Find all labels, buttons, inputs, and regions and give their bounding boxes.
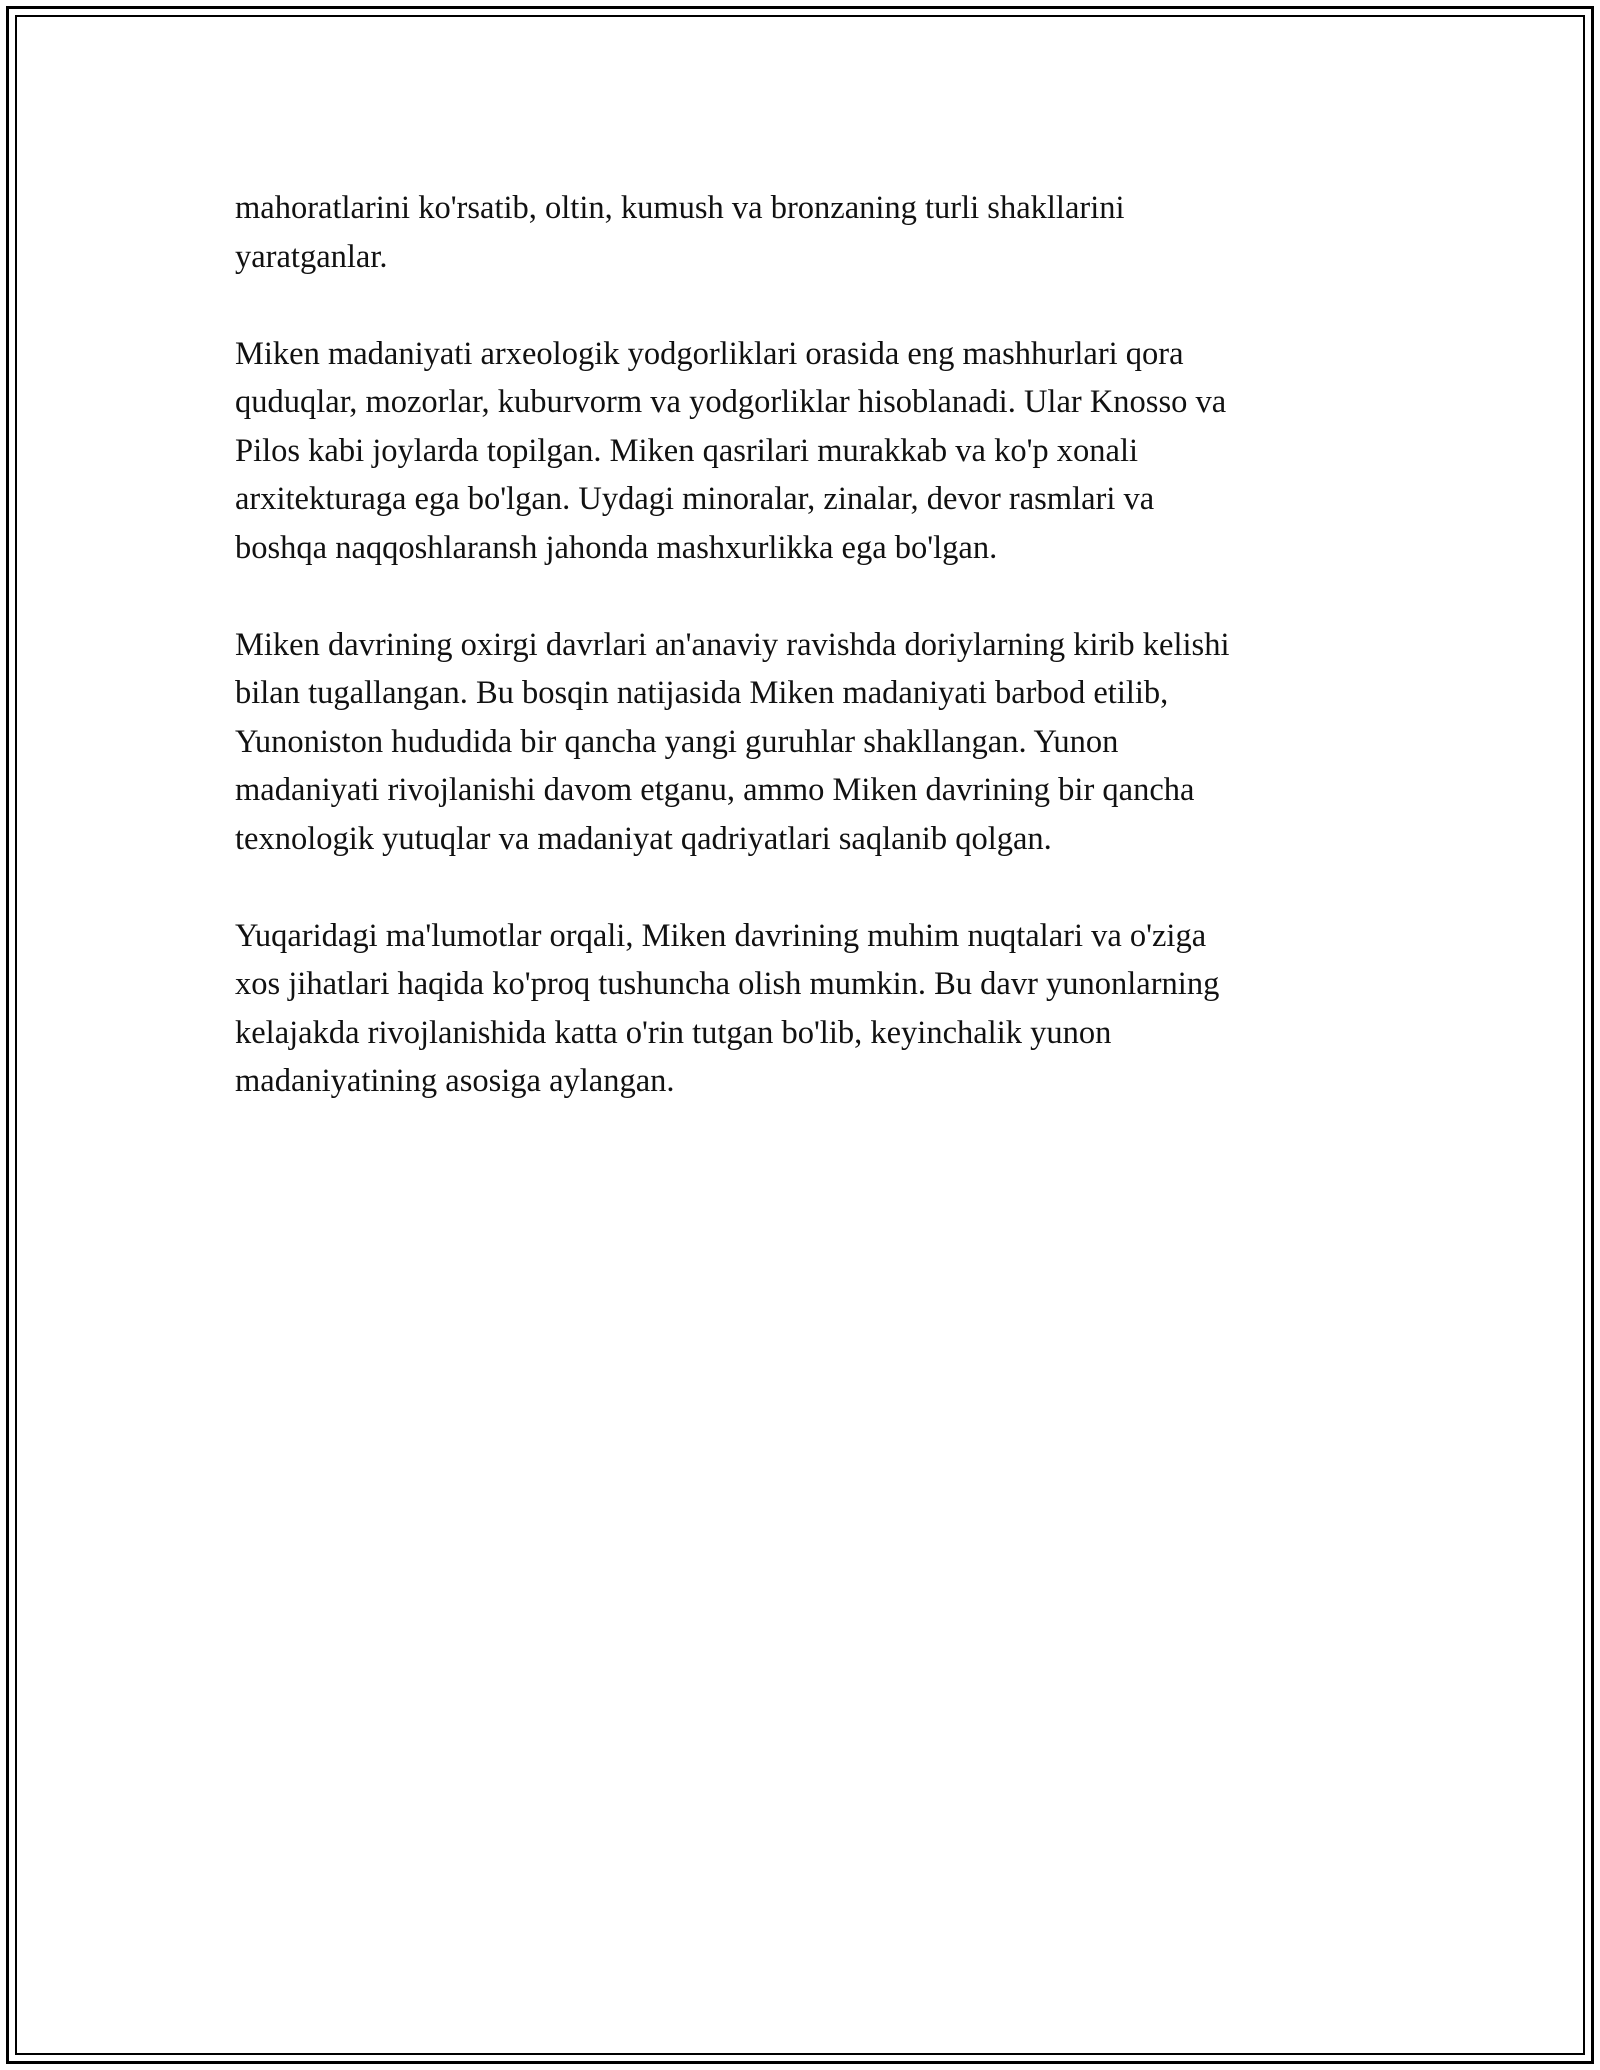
text-line: bilan tugallangan. Bu bosqin natijasida Miken madaniyati barbod etilib,: [235, 675, 1169, 711]
text-line: Miken davrining oxirgi davrlari an'anaviy ravishda doriylarning kirib kelishi: [235, 626, 1230, 663]
text-line: yaratganlar.: [235, 238, 388, 275]
text-line: mahoratlarini ko'rsatib, oltin, kumush va bronzaning turli shakllarini: [235, 190, 1125, 226]
text-line: arxitekturaga ega bo'lgan. Uydagi minoralar, zinalar, devor rasmlari va: [235, 481, 1155, 517]
text-line: kelajakda rivojlanishida katta o'rin tutgan bo'lib, keyinchalik yunon: [235, 1014, 1112, 1051]
text-line: texnologik yutuqlar va madaniyat qadriyatlari saqlanib qolgan.: [235, 820, 1052, 857]
text-line: madaniyatining asosiga aylangan.: [235, 1063, 675, 1099]
text-line: boshqa naqqoshlaransh jahonda mashxurlikka ega bo'lgan.: [235, 529, 998, 566]
paragraph-4: [235, 912, 1365, 1106]
text-line: Pilos kabi joylarda topilgan. Miken qasrilari murakkab va ko'p xonali: [235, 432, 1139, 469]
text-line: quduqlar, mozorlar, kuburvorm va yodgorliklar hisoblanadi. Ular Knosso va: [235, 384, 1227, 420]
text-line: Miken madaniyati arxeologik yodgorliklari orasida eng mashhurlari qora: [235, 335, 1184, 372]
paragraph-2: [235, 330, 1365, 573]
text-line: Yunoniston hududida bir qancha yangi guruhlar shakllangan. Yunon: [235, 723, 1119, 760]
paragraph-3: [235, 621, 1365, 864]
document-body: [235, 184, 1365, 1154]
text-line: xos jihatlari haqida ko'proq tushuncha olish mumkin. Bu davr yunonlarning: [235, 966, 1220, 1002]
text-line: Yuqaridagi ma'lumotlar orqali, Miken davrining muhim nuqtalari va o'ziga: [235, 917, 1207, 954]
paragraph-1: [235, 184, 1365, 281]
text-line: madaniyati rivojlanishi davom etganu, ammo Miken davrining bir qancha: [235, 772, 1195, 808]
